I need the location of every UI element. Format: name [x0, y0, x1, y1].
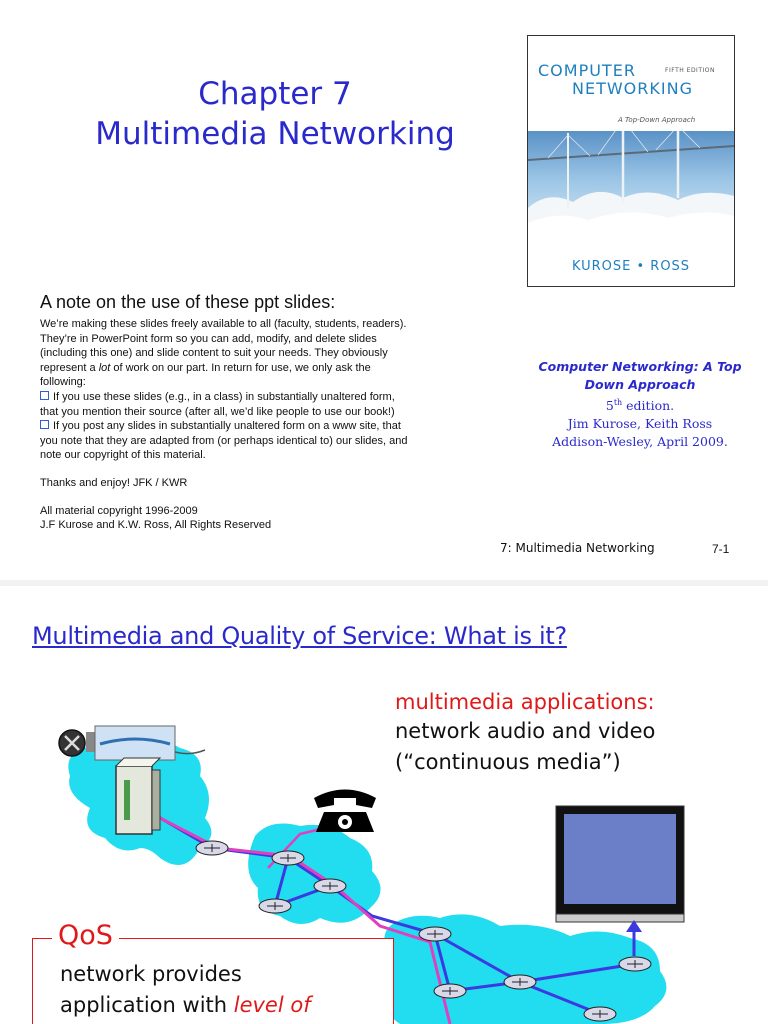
- note-line: (including this one) and slide content to suit your needs. They obviously: [40, 347, 388, 360]
- qos-line-2-text: application with: [60, 993, 234, 1017]
- note-line: We’re making these slides freely available to all (faculty, students, readers).: [40, 318, 407, 330]
- slide-title: [60, 74, 490, 154]
- monitor-icon: [556, 806, 684, 956]
- book-cover-image: [527, 35, 735, 287]
- multimedia-line-2: (“continuous media”): [395, 750, 621, 774]
- slide-title: Multimedia and Quality of Service: What is it?: [32, 622, 567, 650]
- router-icon: [314, 879, 346, 893]
- router-icon: [504, 975, 536, 989]
- citation-title-1: Computer Networking: A Top: [538, 359, 742, 374]
- title-line-1: Chapter 7: [198, 76, 352, 112]
- citation-authors: Jim Kurose, Keith Ross: [567, 416, 713, 432]
- note-line: represent a lot of work on our part. In return for use, we only ask the: [40, 361, 371, 374]
- bullet-2-text: If you post any slides in substantially unaltered form on a www site, that: [53, 420, 401, 433]
- edition-suffix: th: [613, 398, 623, 407]
- book-title-line-2: NETWORKING: [572, 79, 693, 98]
- copyright-line-1: All material copyright 1996-2009: [40, 504, 198, 517]
- citation-edition: [520, 394, 760, 415]
- slide-2: [0, 586, 768, 1024]
- multimedia-line-1: network audio and video: [395, 719, 656, 743]
- bullet-2-text-2: you note that they are adapted from (or perhaps identical to) our slides, and: [40, 434, 408, 447]
- title-line-2: Multimedia Networking: [95, 116, 455, 152]
- router-icon: [584, 1007, 616, 1021]
- bullet-1-text-2: that you mention their source (after all, we’d like people to use our book!): [40, 405, 395, 418]
- qos-line-2: [60, 993, 311, 1017]
- checkbox-bullet-icon: [40, 420, 49, 429]
- footer-label: 7: Multimedia Networking: [500, 541, 655, 555]
- book-title-line-1: COMPUTER: [538, 61, 636, 80]
- usage-note: [40, 290, 480, 533]
- thanks-line: Thanks and enjoy! JFK / KWR: [40, 476, 188, 489]
- page-number: 7-1: [712, 542, 730, 556]
- note-body: [40, 317, 480, 533]
- copyright-line-2: J.F Kurose and K.W. Ross, All Rights Reserved: [40, 519, 272, 532]
- book-citation: [520, 358, 760, 451]
- note-heading: A note on the use of these ppt slides:: [40, 292, 336, 312]
- router-icon: [272, 851, 304, 865]
- note-line: following:: [40, 376, 86, 389]
- bullet-2: [40, 419, 480, 434]
- qos-emphasis: level of: [233, 993, 311, 1017]
- note-line: They’re in PowerPoint form so you can add, modify, and delete slides: [40, 332, 377, 345]
- citation-publisher: Addison-Wesley, April 2009.: [552, 434, 728, 450]
- bullet-1-text: If you use these slides (e.g., in a class) in substantially unaltered form,: [53, 390, 395, 403]
- book-subtitle: A Top-Down Approach: [618, 116, 696, 124]
- router-icon: [434, 984, 466, 998]
- book-authors: KUROSE • ROSS: [528, 248, 734, 286]
- multimedia-heading: multimedia applications:: [395, 690, 655, 714]
- bullet-2-text-3: note our copyright of this material.: [40, 449, 206, 462]
- router-icon: [619, 957, 651, 971]
- router-icon: [259, 899, 291, 913]
- qos-title: QoS: [52, 920, 119, 951]
- book-edition: FIFTH EDITION: [665, 67, 715, 74]
- edition-number: 5: [605, 398, 614, 414]
- edition-text: edition.: [622, 398, 675, 414]
- router-icon: [419, 927, 451, 941]
- bullet-1: [40, 390, 480, 405]
- citation-title-2: Down Approach: [584, 377, 696, 392]
- telephone-icon: [314, 790, 376, 833]
- qos-line-1: network provides: [60, 962, 242, 986]
- checkbox-bullet-icon: [40, 391, 49, 400]
- router-icon: [196, 841, 228, 855]
